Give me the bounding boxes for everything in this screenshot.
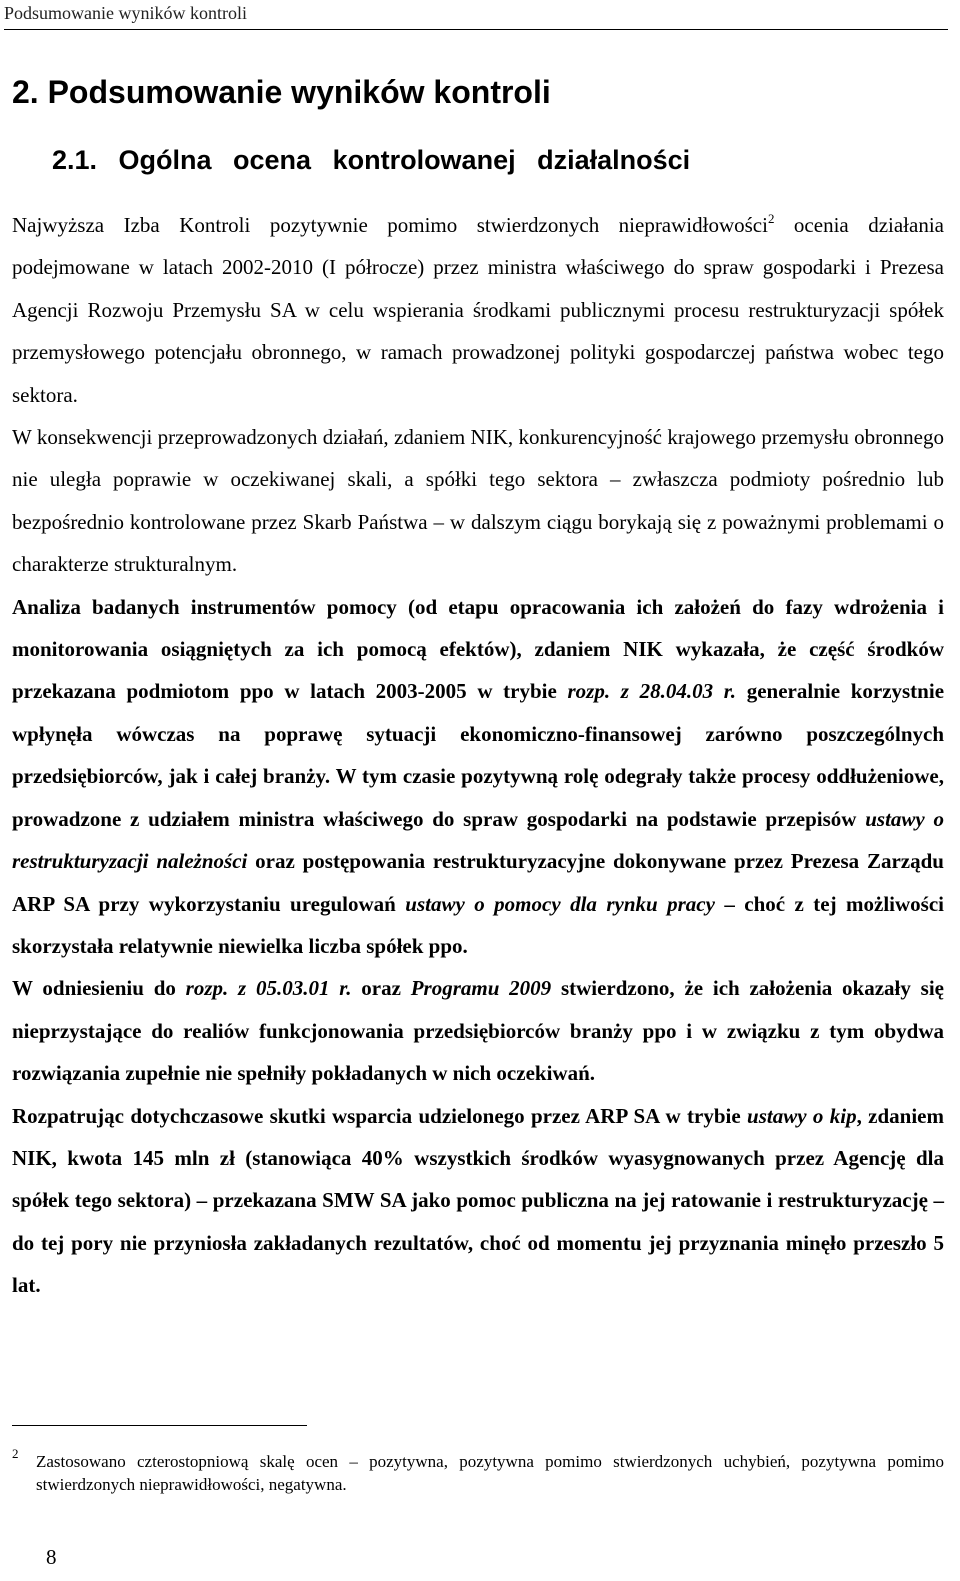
p4-italic-2: Programu 2009 [410, 976, 552, 1001]
running-header: Podsumowanie wyników kontroli [4, 2, 948, 30]
paragraph-5 [12, 1095, 944, 1307]
p5-text-a: Rozpatrując dotychczasowe skutki wsparcia udzielonego przez ARP SA w trybie [12, 1103, 748, 1128]
p3-text-b: generalnie korzystnie wpłynęła wówczas na poprawę sytuacji ekonomiczno-finansowej zarówno poszczególnych przedsiębiorców, jak i całej branży. W tym czasie pozytywną rolę odegrały także procesy oddłużeniowe, prowadzone z udziałem ministra właściwego do spraw gospodarki na podstawie przepisów [12, 679, 945, 831]
footnote-number: 2 [12, 1446, 19, 1461]
footnote [12, 1446, 944, 1496]
paragraph-2: W konsekwencji przeprowadzonych działań, zdaniem NIK, konkurencyjność krajowego przemysłu obronnego nie uległa poprawie w oczekiwanej skali, a spółki tego sektora – zwłaszcza podmioty pośrednio lub bezpośrednio kontrolowane przez Skarb Państwa – w dalszym ciągu borykają się z poważnymi problemami o charakterze strukturalnym. [12, 425, 944, 577]
p3-italic-1: rozp. z 28.04.03 r. [567, 679, 737, 704]
footnote-text: Zastosowano czterostopniową skalę ocen – pozytywna, pozytywna pomimo stwierdzonych uchybień, pozytywna pomimo stwierdzonych nieprawidłowości, negatywna. [36, 1452, 944, 1494]
body-text [12, 204, 944, 1307]
p3-text-d: – choć z tej możliwości skorzystała relatywnie niewielka liczba spółek ppo. [12, 891, 944, 958]
p5-text-b: , zdaniem NIK, kwota 145 mln zł (stanowiąca 40% wszystkich środków wyasygnowanych przez Agencję dla spółek tego sektora) – przekazana SMW SA jako pomoc publiczna na jej ratowanie i restrukturyzację – do tej pory nie przyniosła zakładanych rezultatów, choć od momentu jej przyznania minęło przeszło 5 lat. [12, 1103, 945, 1298]
section-heading: 2. Podsumowanie wyników kontroli [12, 74, 551, 110]
p4-italic-1: rozp. z 05.03.01 r. [185, 976, 352, 1001]
paragraph-1 [12, 204, 944, 416]
p4-text-b: oraz [351, 976, 411, 1001]
paragraph-3 [12, 586, 944, 968]
p5-italic-1: ustawy o kip [747, 1103, 857, 1128]
p1-text-b: ocenia działania podejmowane w latach 2002-2010 (I półrocze) przez ministra właściwego do spraw gospodarki i Prezesa Agencji Rozwoju Przemysłu SA w celu wspierania środkami publicznymi procesu restrukturyzacji spółek przemysłowego potencjału obronnego, w ramach prowadzonej polityki gospodarczej państwa wobec tego sektora. [12, 213, 944, 407]
p3-italic-2: ustawy o restrukturyzacji należności [12, 806, 944, 874]
paragraph-4 [12, 967, 944, 1094]
p3-text-a: Analiza badanych instrumentów pomocy (od etapu opracowania ich założeń do fazy wdrożenia i monitorowania osiągniętych za ich pomocą efektów), zdaniem NIK wykazała, że część środków przekazana podmiotom ppo w latach 2003-2005 w trybie [12, 594, 944, 704]
p4-text-c: stwierdzono, że ich założenia okazały się nieprzystające do realiów funkcjonowania przedsiębiorców branży ppo i w związku z tym obydwa rozwiązania zupełnie nie spełniły pokładanych w nich oczekiwań. [12, 976, 944, 1086]
p3-italic-3: ustawy o pomocy dla rynku pracy [405, 891, 715, 916]
footnote-ref: 2 [767, 211, 775, 226]
page-number: 8 [46, 1545, 57, 1569]
p3-text-c: oraz postępowania restrukturyzacyjne dokonywane przez Prezesa Zarządu ARP SA przy wykorzystaniu uregulowań [12, 849, 944, 916]
subsection-heading: 2.1. Ogólna ocena kontrolowanej działalności [52, 145, 691, 175]
footnote-separator [12, 1425, 307, 1426]
p1-text-a: Najwyższa Izba Kontroli pozytywnie pomimo stwierdzonych nieprawidłowości [12, 213, 768, 237]
p4-text-a: W odniesieniu do [12, 976, 186, 1001]
